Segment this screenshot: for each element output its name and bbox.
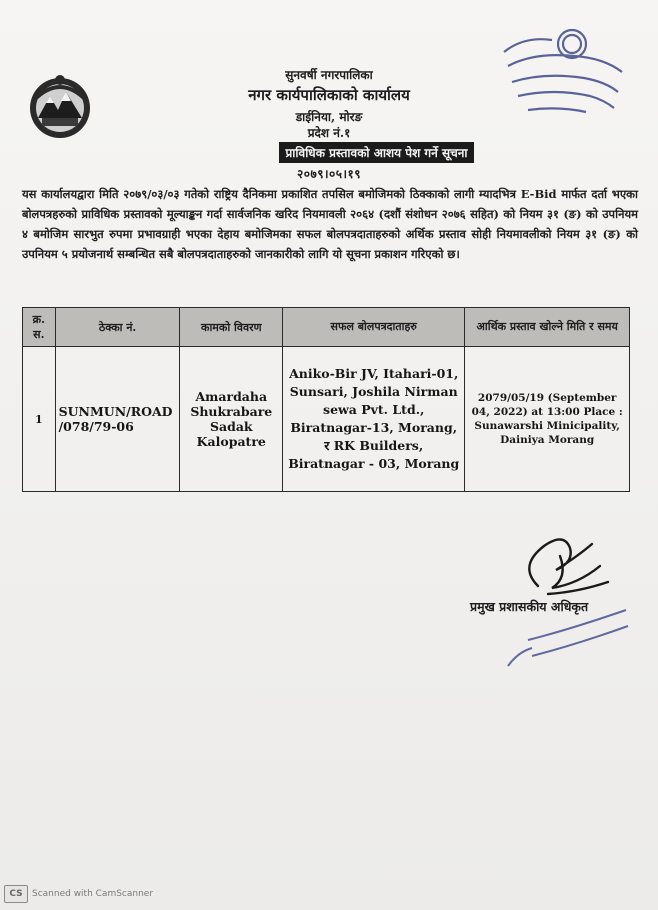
camscanner-logo: CS [4, 885, 28, 903]
office-seal-icon [498, 600, 638, 672]
signer-title: प्रमुख प्रशासकीय अधिकृत [470, 599, 589, 614]
scanner-watermark [4, 884, 153, 904]
cell-opening: 2079/05/19 (September 04, 2022) at 13:00 Place : Sunawarshi Minicipality, Dainiya Morang [465, 347, 630, 492]
header-contract-no: ठेक्का नं. [55, 308, 180, 347]
header-opening: आर्थिक प्रस्ताव खोल्ने मिति र समय [465, 308, 630, 347]
notice-title: प्राविधिक प्रस्तावको आशय पेश गर्ने सूचना [279, 142, 473, 163]
province: प्रदेश नं.१ [307, 126, 351, 140]
office-address: डाईनिया, मोरङ [295, 110, 363, 124]
signature-icon [508, 526, 618, 606]
header-work: कामको विवरण [180, 308, 283, 347]
municipality-name: सुनवर्षी नगरपालिका [285, 68, 373, 82]
office-name: नगर कार्यपालिकाको कार्यालय [248, 86, 410, 104]
cell-contract-no: SUNMUN/ROAD /078/79-06 [55, 347, 180, 492]
notice-paragraph: यस कार्यालयद्वारा मिति २०७९/०३/०३ गतेको राष्ट्रिय दैनिकमा प्रकाशित तपसिल बमोजिमको ठिक्काको लागी म्यादभित्र E-Bid मार्फत दर्ता भएका बोलपत्रहरुको प्राविधिक प्रस्तावको मूल्याङ्कन गर्दा सार्वजनिक खरिद नियमावली २०६४ (दशौं संशोधन २०७६ सहित) को नियम ३१ (ङ) को उपनियम ४ बमोजिम सारभुत रुपमा प्रभावग्राही भएका देहाय बमोजिमका सफल बोलपत्रदाताहरुको अर्थिक प्रस्ताव सोही नियमावलीको नियम ३१ (ङ) को उपनियम ५ प्रयोजनार्थ सम्बन्धित सबै बोलपत्रदाताहरुको जानकारीको लागि यो सूचना प्रकाशन गरिएको छ। [22, 187, 638, 261]
header-sn: क्र. स. [23, 308, 56, 347]
cell-sn: 1 [23, 347, 56, 492]
notice-date: २०७९।०५।१९ [296, 167, 362, 181]
bid-table [22, 307, 630, 492]
cell-bidders: Aniko-Bir JV, Itahari-01, Sunsari, Joshila Nirman sewa Pvt. Ltd., Biratnagar-13, Morang, र RK Builders, Biratnagar - 03, Morang [283, 347, 465, 492]
table-header-row [23, 308, 630, 347]
scanner-text: Scanned with CamScanner [32, 889, 154, 899]
header-bidders: सफल बोलपत्रदाताहरु [283, 308, 465, 347]
cell-work: Amardaha Shukrabare Sadak Kalopatre [180, 347, 283, 492]
table-row [23, 347, 630, 492]
